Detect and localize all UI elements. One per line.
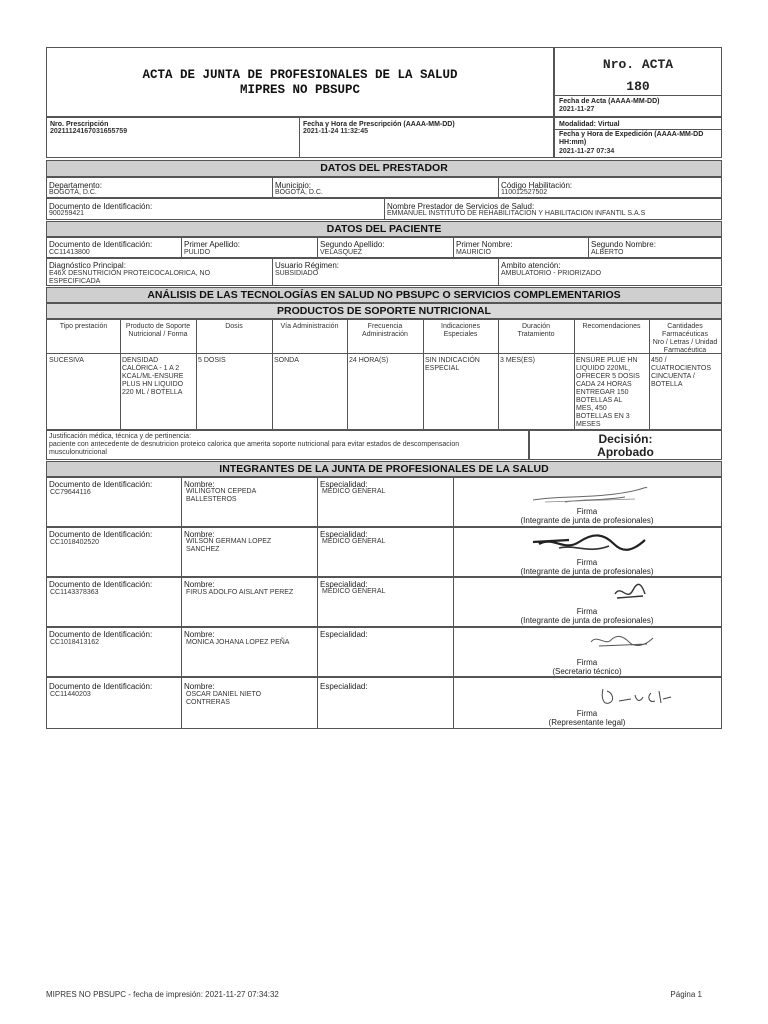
regimen-value: SUBSIDIADO — [275, 270, 319, 277]
member-doc-value: CC1018402520 — [50, 539, 100, 546]
member-nombre-value: WILINGTON CEPEDA BALLESTEROS — [186, 488, 257, 503]
member-doc-value: CC1143378363 — [50, 589, 99, 596]
fecha-acta-label: Fecha de Acta (AAAA-MM-DD) — [559, 98, 660, 105]
fecha-prescripcion-value: 2021-11-24 11:32:45 — [303, 128, 368, 135]
member-row — [46, 577, 722, 627]
fecha-expedicion-label: Fecha y Hora de Expedición (AAAA-MM-DD HH:mm) — [559, 131, 704, 146]
col-header-recomendaciones: Recomendaciones — [582, 323, 641, 330]
member-especialidad-label: Especialidad: — [320, 480, 368, 489]
cell-cantidades: 450 / CUATROCIENTOS CINCUENTA / BOTELLA — [651, 357, 712, 388]
member-doc-label: Documento de Identificación: — [49, 530, 153, 539]
member-rol: (Secretario técnico) — [552, 667, 622, 676]
segundo-apellido-value: VELASQUEZ — [320, 249, 363, 256]
codigo-habilitacion-label: Código Habilitación: — [501, 181, 573, 190]
section-analisis: ANÁLISIS DE LAS TECNOLOGÍAS EN SALUD NO PBSUPC O SERVICIOS COMPLEMENTARIOS — [46, 287, 722, 303]
member-nombre-label: Nombre: — [184, 530, 215, 539]
member-doc-label: Documento de Identificación: — [49, 682, 153, 691]
segundo-nombre-value: ALBERTO — [591, 249, 624, 256]
col-header-frecuencia: Frecuencia Administración — [362, 323, 408, 338]
member-rol: (Representante legal) — [548, 718, 626, 727]
diagnostico-value: E46X DESNUTRICION PROTEICOCALORICA, NO ESPECIFICADA — [49, 270, 211, 285]
header-title-box — [46, 47, 554, 117]
document-title — [47, 68, 553, 98]
departamento-label: Departamento: — [49, 181, 102, 190]
signature-image — [609, 580, 649, 604]
prestador-nombre-value: EMMANUEL INSTITUTO DE REHABILITACION Y HABILITACION INFANTIL S.A.S — [387, 210, 646, 217]
member-doc-value: CC79644116 — [50, 489, 91, 496]
member-especialidad-value: MÉDICO GENERAL — [322, 588, 386, 595]
signature-image — [529, 530, 649, 558]
member-nombre-value: FIRUS ADOLFO AISLANT PEREZ — [186, 589, 294, 596]
justificacion-box — [46, 430, 529, 460]
signature-image — [525, 482, 655, 506]
decision-value: Aprobado — [597, 445, 654, 459]
municipio-value: BOGOTÁ, D.C. — [275, 189, 323, 196]
firma-label: Firma — [576, 507, 598, 516]
acta-number-box — [554, 47, 722, 117]
section-datos-prestador: DATOS DEL PRESTADOR — [46, 160, 722, 177]
nro-prescripcion-label: Nro. Prescripción — [50, 121, 109, 128]
cell-duracion: 3 MES(ES) — [500, 357, 536, 364]
section-integrantes: INTEGRANTES DE LA JUNTA DE PROFESIONALES DE LA SALUD — [46, 461, 722, 477]
paciente-doc-label: Documento de Identificación: — [49, 240, 153, 249]
member-nombre-label: Nombre: — [184, 630, 215, 639]
cell-via: SONDA — [274, 357, 299, 364]
member-nombre-value: WILSON GERMAN LOPEZ SANCHEZ — [186, 538, 272, 553]
segundo-nombre-label: Segundo Nombre: — [591, 240, 656, 249]
diagnostico-label: Diagnóstico Principal: — [49, 261, 126, 270]
prestador-nombre-label: Nombre Prestador de Servicios de Salud: — [387, 202, 535, 211]
cell-producto: DENSIDAD CALÓRICA - 1 A 2 KCAL/ML-ENSURE PLUS HN LIQUIDO 220 ML / BOTELLA — [122, 357, 184, 396]
ambito-label: Ambito atención: — [501, 261, 561, 270]
cell-dosis: 5 DOSIS — [198, 357, 226, 364]
departamento-value: BOGOTÁ, D.C. — [49, 189, 97, 196]
member-doc-value: CC1018413162 — [50, 639, 100, 646]
signature-image — [597, 683, 677, 709]
member-doc-label: Documento de Identificación: — [49, 480, 153, 489]
member-especialidad-label: Especialidad: — [320, 630, 368, 639]
member-row — [46, 627, 722, 677]
modalidad: Modalidad: Virtual — [559, 121, 620, 128]
nro-prescripcion-value: 20211124167031655759 — [50, 128, 128, 135]
segundo-apellido-label: Segundo Apellido: — [320, 240, 385, 249]
cell-frecuencia: 24 HORA(S) — [349, 357, 389, 364]
firma-label: Firma — [576, 607, 598, 616]
primer-apellido-label: Primer Apellido: — [184, 240, 241, 249]
justificacion-label: Justificación médica, técnica y de pertinencia: — [49, 433, 192, 440]
col-header-via: Vía Administración — [280, 323, 339, 330]
member-especialidad-label: Especialidad: — [320, 682, 368, 691]
fecha-prescripcion-label: Fecha y Hora de Prescripción (AAAA-MM-DD) — [303, 121, 455, 128]
primer-nombre-label: Primer Nombre: — [456, 240, 513, 249]
productos-table — [46, 319, 722, 430]
ambito-value: AMBULATORIO - PRIORIZADO — [501, 270, 602, 277]
firma-label: Firma — [576, 658, 598, 667]
member-nombre-value: MONICA JOHANA LOPEZ PEÑA — [186, 639, 290, 646]
member-doc-value: CC11440203 — [50, 691, 91, 698]
document-title-line2: MIPRES NO PBSUPC — [239, 83, 361, 97]
member-row — [46, 677, 722, 729]
decision-label: Decisión: — [598, 432, 653, 446]
fecha-expedicion-value: 2021-11-27 07:34 — [559, 148, 615, 155]
col-header-dosis: Dosis — [225, 323, 243, 330]
expedicion-box — [554, 117, 722, 158]
prestador-row1 — [46, 177, 722, 198]
member-especialidad-label: Especialidad: — [320, 530, 368, 539]
col-header-indicaciones: Indicaciones Especiales — [441, 323, 480, 338]
col-header-producto: Producto de Soporte Nutricional / Forma — [125, 323, 191, 338]
member-especialidad-label: Especialidad: — [320, 580, 368, 589]
cell-indicaciones: SIN INDICACIÓN ESPECIAL — [425, 357, 480, 372]
cell-recomendaciones: ENSURE PLUE HN LIQUIDO 220ML, OFRECER 5 DOSIS CADA 24 HORAS ENTREGAR 150 BOTELLAS AL MES, 450 BOTELLAS EN 3 MESES — [576, 357, 640, 428]
col-header-cantidades: Cantidades Farmacéuticas Nro / Letras / Unidad Farmacéutica — [652, 323, 718, 354]
acta-number: 180 — [626, 79, 650, 94]
justificacion-text: paciente con antecedente de desnutricion proteico calorica que amerita soporte nutricional para evitar estados de descompensacion musculonutricional — [49, 441, 460, 456]
codigo-habilitacion-value: 110012527502 — [501, 189, 548, 196]
member-nombre-label: Nombre: — [184, 580, 215, 589]
paciente-row2 — [46, 258, 722, 286]
prestador-doc-label: Documento de Identificación: — [49, 202, 153, 211]
prestador-row2 — [46, 198, 722, 220]
footer-page-number: Página 1 — [670, 990, 702, 999]
regimen-label: Usuario Régimen: — [275, 261, 340, 270]
member-doc-label: Documento de Identificación: — [49, 630, 153, 639]
paciente-row1 — [46, 237, 722, 258]
section-productos-soporte: PRODUCTOS DE SOPORTE NUTRICIONAL — [46, 303, 722, 319]
member-especialidad-value: MÉDICO GENERAL — [322, 488, 386, 495]
paciente-doc-value: CC11413800 — [49, 249, 90, 256]
prestador-doc-value: 900259421 — [49, 210, 85, 217]
col-header-duracion: Duración Tratamiento — [517, 323, 555, 338]
primer-apellido-value: PULIDO — [184, 249, 211, 256]
member-doc-label: Documento de Identificación: — [49, 580, 153, 589]
member-row — [46, 477, 722, 527]
fecha-acta-value: 2021-11-27 — [559, 106, 595, 113]
document-title-line1: ACTA DE JUNTA DE PROFESIONALES DE LA SALUD — [142, 68, 458, 82]
member-nombre-label: Nombre: — [184, 682, 215, 691]
municipio-label: Municipio: — [275, 181, 312, 190]
section-datos-paciente: DATOS DEL PACIENTE — [46, 221, 722, 237]
primer-nombre-value: MAURICIO — [456, 249, 491, 256]
cell-tipo: SUCESIVA — [49, 357, 84, 364]
member-nombre-label: Nombre: — [184, 480, 215, 489]
decision-box — [529, 430, 722, 460]
firma-label: Firma — [576, 709, 598, 718]
member-nombre-value: OSCAR DANIEL NIETO CONTRERAS — [186, 691, 262, 706]
member-rol: (Integrante de junta de profesionales) — [520, 567, 654, 576]
footer-print-info: MIPRES NO PBSUPC - fecha de impresión: 2021-11-27 07:34:32 — [46, 990, 279, 999]
member-row — [46, 527, 722, 577]
prescripcion-row — [46, 117, 554, 158]
member-especialidad-value: MÉDICO GENERAL — [322, 538, 386, 545]
firma-label: Firma — [576, 558, 598, 567]
col-header-tipo: Tipo prestación — [59, 323, 108, 330]
member-rol: (Integrante de junta de profesionales) — [520, 516, 654, 525]
signature-image — [587, 630, 657, 652]
acta-label: Nro. ACTA — [602, 57, 674, 72]
member-rol: (Integrante de junta de profesionales) — [520, 616, 654, 625]
